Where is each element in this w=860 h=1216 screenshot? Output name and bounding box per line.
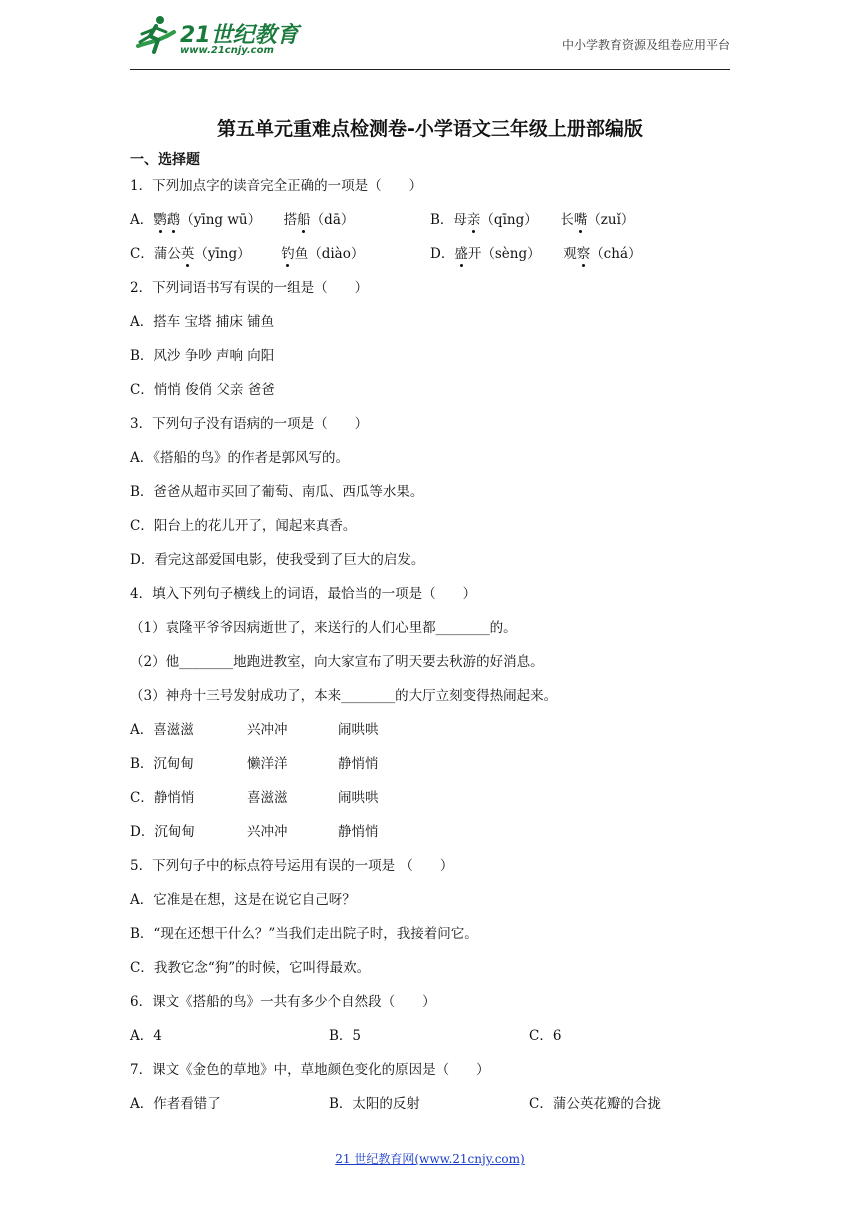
question-6-stem: 6．课文《搭船的鸟》一共有多少个自然段（ ） [130,994,436,1010]
page-title: 第五单元重难点检测卷-小学语文三年级上册部编版 [217,118,643,140]
logo-brand-text: 21世纪教育 [180,23,299,48]
option-1a: A．鹦鹉（yīng wū） 搭船（dā） [130,212,355,228]
question-1-options-ab [130,210,730,244]
question-2-stem: 2．下列词语书写有误的一组是（ ） [130,280,369,296]
dotted-char: 嘴 [573,212,588,228]
exam-content [130,150,730,1128]
option-2a: A．搭车 宝塔 捕床 铺鱼 [130,314,275,330]
option-3d: D．看完这部爱国电影，使我受到了巨大的启发。 [130,552,425,568]
page-header [130,10,730,70]
logo-url-text: www.21cnjy.com [180,45,274,56]
option-4d: D．沉甸甸 兴冲冲 静悄悄 [130,824,379,840]
footer-link[interactable]: 21 世纪教育网(www.21cnjy.com) [335,1152,525,1166]
question-7-stem: 7．课文《金色的草地》中，草地颜色变化的原因是（ ） [130,1062,490,1078]
option-3c: C．阳台上的花儿开了，闻起来真香。 [130,518,357,534]
header-divider [130,69,730,70]
dotted-char: 盛 [454,246,468,262]
option-4c: C．静悄悄 喜滋滋 闹哄哄 [130,790,379,806]
option-6c: C．6 [529,1028,562,1044]
header-tagline: 中小学教育资源及组卷应用平台 [561,38,730,52]
option-7c: C．蒲公英花瓣的合拢 [529,1096,661,1112]
question-1-options-cd [130,244,730,278]
option-4b: B．沉甸甸 懒洋洋 静悄悄 [130,756,379,772]
question-3-stem: 3．下列句子没有语病的一项是（ ） [130,416,369,432]
option-2b: B．风沙 争吵 声响 向阳 [130,348,275,364]
logo [130,12,330,64]
question-1-stem: 1．下列加点字的读音完全正确的一项是（ ） [130,178,423,194]
dotted-char: 亲 [466,212,481,228]
dotted-char: 鹦 [153,212,167,228]
question-6-options [130,1026,730,1060]
dotted-char: 英 [180,246,195,262]
dotted-char: 钓 [281,246,295,262]
dotted-char: 察 [576,246,591,262]
question-4-sentence-2: （2）他________地跑进教室，向大家宣布了明天要去秋游的好消息。 [130,654,544,670]
question-4-sentence-3: （3）神舟十三号发射成功了，本来________的大厅立刻变得热闹起来。 [130,688,558,704]
option-3b: B．爸爸从超市买回了葡萄、南瓜、西瓜等水果。 [130,484,424,500]
question-4-sentence-1: （1）袁隆平爷爷因病逝世了，来送行的人们心里都________的。 [130,620,517,636]
option-2c: C．悄悄 俊俏 父亲 爸爸 [130,382,275,398]
option-5a: A．它准是在想，这是在说它自己呀？ [130,892,356,908]
option-1c: C．蒲公英（yīng） 钓鱼（diào） [130,246,365,262]
option-7b: B．太阳的反射 [329,1096,420,1112]
option-7a: A．作者看错了 [130,1096,221,1112]
option-5b: B．“现在还想干什么？”当我们走出院子时，我接着问它。 [130,926,478,942]
option-6a: A．4 [130,1028,162,1044]
option-6b: B．5 [329,1028,362,1044]
option-5c: C．我教它念“狗”的时候，它叫得最欢。 [130,960,371,976]
option-4a: A．喜滋滋 兴冲冲 闹哄哄 [130,722,379,738]
option-1d: D．盛开（sèng） 观察（chá） [430,246,642,262]
question-7-options [130,1094,730,1128]
dotted-char: 鹉 [166,212,181,228]
question-5-stem: 5．下列句子中的标点符号运用有误的一项是 （ ） [130,858,454,874]
page-footer [0,1150,860,1167]
option-1b: B．母亲（qīng） 长嘴（zuǐ） [430,212,635,228]
section-heading: 一、选择题 [130,152,200,168]
option-3a: A．《搭船的鸟》的作者是郭风写的。 [130,450,349,466]
dotted-char: 船 [297,212,311,228]
question-4-stem: 4．填入下列句子横线上的词语，最恰当的一项是（ ） [130,586,477,602]
runner-logo-icon [130,12,180,60]
